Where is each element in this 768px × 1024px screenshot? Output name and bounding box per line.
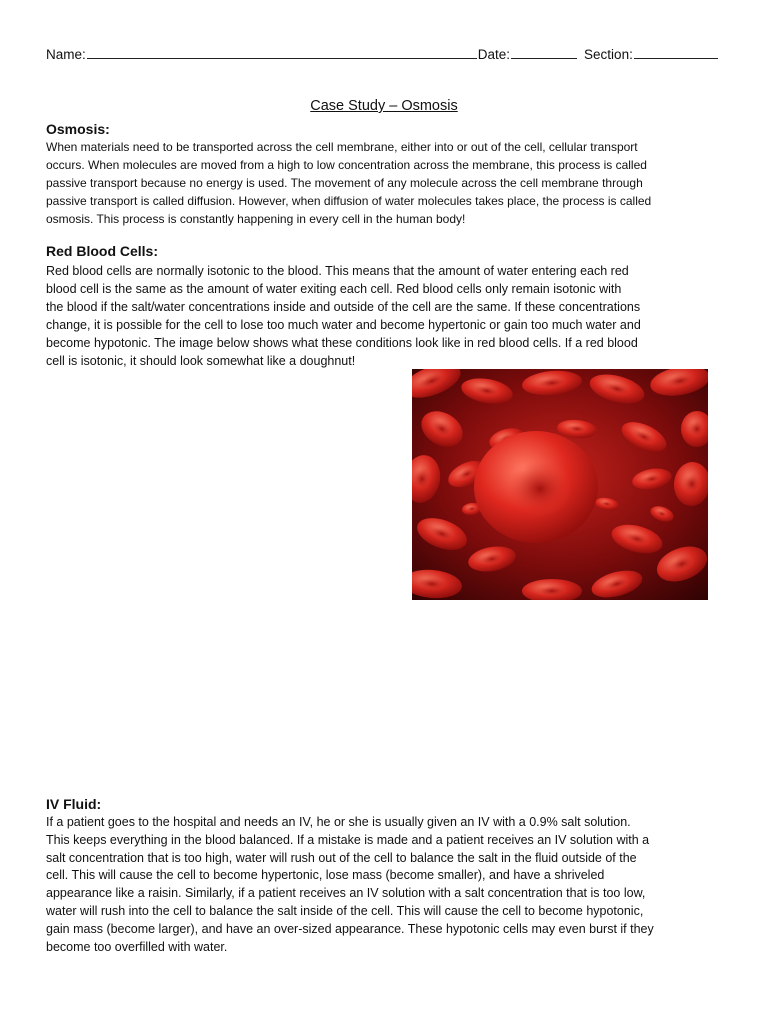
blood-cell-large xyxy=(474,431,598,543)
rbc-line: change, it is possible for the cell to lose too much water and become hypertonic or gain too much water and xyxy=(46,318,641,332)
osmosis-paragraph xyxy=(46,138,726,228)
name-label: Name: xyxy=(46,47,86,62)
iv-line: salt concentration that is too high, water will rush out of the cell to balance the salt in the fluid outside of the xyxy=(46,850,637,865)
iv-line: This keeps everything in the blood balanced. If a mistake is made and a patient receives an IV solution with a xyxy=(46,832,650,847)
iv-line: appearance like a raisin. Similarly, if a patient receives an IV solution with a salt concentration that is too low, xyxy=(46,886,646,901)
iv-line: water will rush into the cell to balance the salt inside of the cell. This will cause the cell to become hypotonic, xyxy=(46,903,644,918)
osmosis-line: osmosis. This process is constantly happening in every cell in the human body! xyxy=(46,212,466,226)
section-blank[interactable] xyxy=(634,45,718,59)
rbc-line: blood cell is the same as the amount of water exiting each cell. Red blood cells only remain isotonic with xyxy=(46,282,622,296)
rbc-line: the blood if the salt/water concentrations inside and outside of the cell are the same. If these concentrations xyxy=(46,300,641,314)
osmosis-line: When materials need to be transported across the cell membrane, either into or out of the cell, cellular transport xyxy=(46,140,638,154)
rbc-heading: Red Blood Cells: xyxy=(46,243,159,259)
iv-line: If a patient goes to the hospital and needs an IV, he or she is usually given an IV with a 0.9% salt solution. xyxy=(46,815,631,829)
date-blank[interactable] xyxy=(511,45,577,59)
osmosis-line: passive transport is called diffusion. However, when diffusion of water molecules takes place, the process is called xyxy=(46,194,652,208)
rbc-line: Red blood cells are normally isotonic to the blood. This means that the amount of water entering each red xyxy=(46,264,629,278)
page-title: Case Study – Osmosis xyxy=(310,98,458,114)
iv-line: cell. This will cause the cell to become hypertonic, lose mass (become smaller), and have a shriveled xyxy=(46,868,605,883)
header-fields xyxy=(46,45,726,62)
red-blood-cells-illustration xyxy=(412,369,708,600)
date-label: Date: xyxy=(477,47,511,62)
iv-paragraph xyxy=(46,814,726,956)
rbc-paragraph xyxy=(46,262,714,370)
iv-line: gain mass (become larger), and have an over-sized appearance. These hypotonic cells may even burst if they xyxy=(46,921,654,936)
red-blood-cells-photo xyxy=(412,369,708,600)
iv-line: become too overfilled with water. xyxy=(46,939,228,954)
osmosis-line: occurs. When molecules are moved from a high to low concentration across the membrane, this process is called xyxy=(46,158,647,172)
rbc-line: become hypotonic. The image below shows what these conditions look like in red blood cells. If a red blood xyxy=(46,336,638,350)
iv-heading: IV Fluid: xyxy=(46,796,102,812)
name-blank[interactable] xyxy=(87,45,477,59)
section-label: Section: xyxy=(584,47,633,62)
rbc-line: cell is isotonic, it should look somewhat like a doughnut! xyxy=(46,354,356,368)
osmosis-heading: Osmosis: xyxy=(46,121,110,137)
osmosis-line: passive transport because no energy is used. The movement of any molecule across the cell membrane through xyxy=(46,176,643,190)
